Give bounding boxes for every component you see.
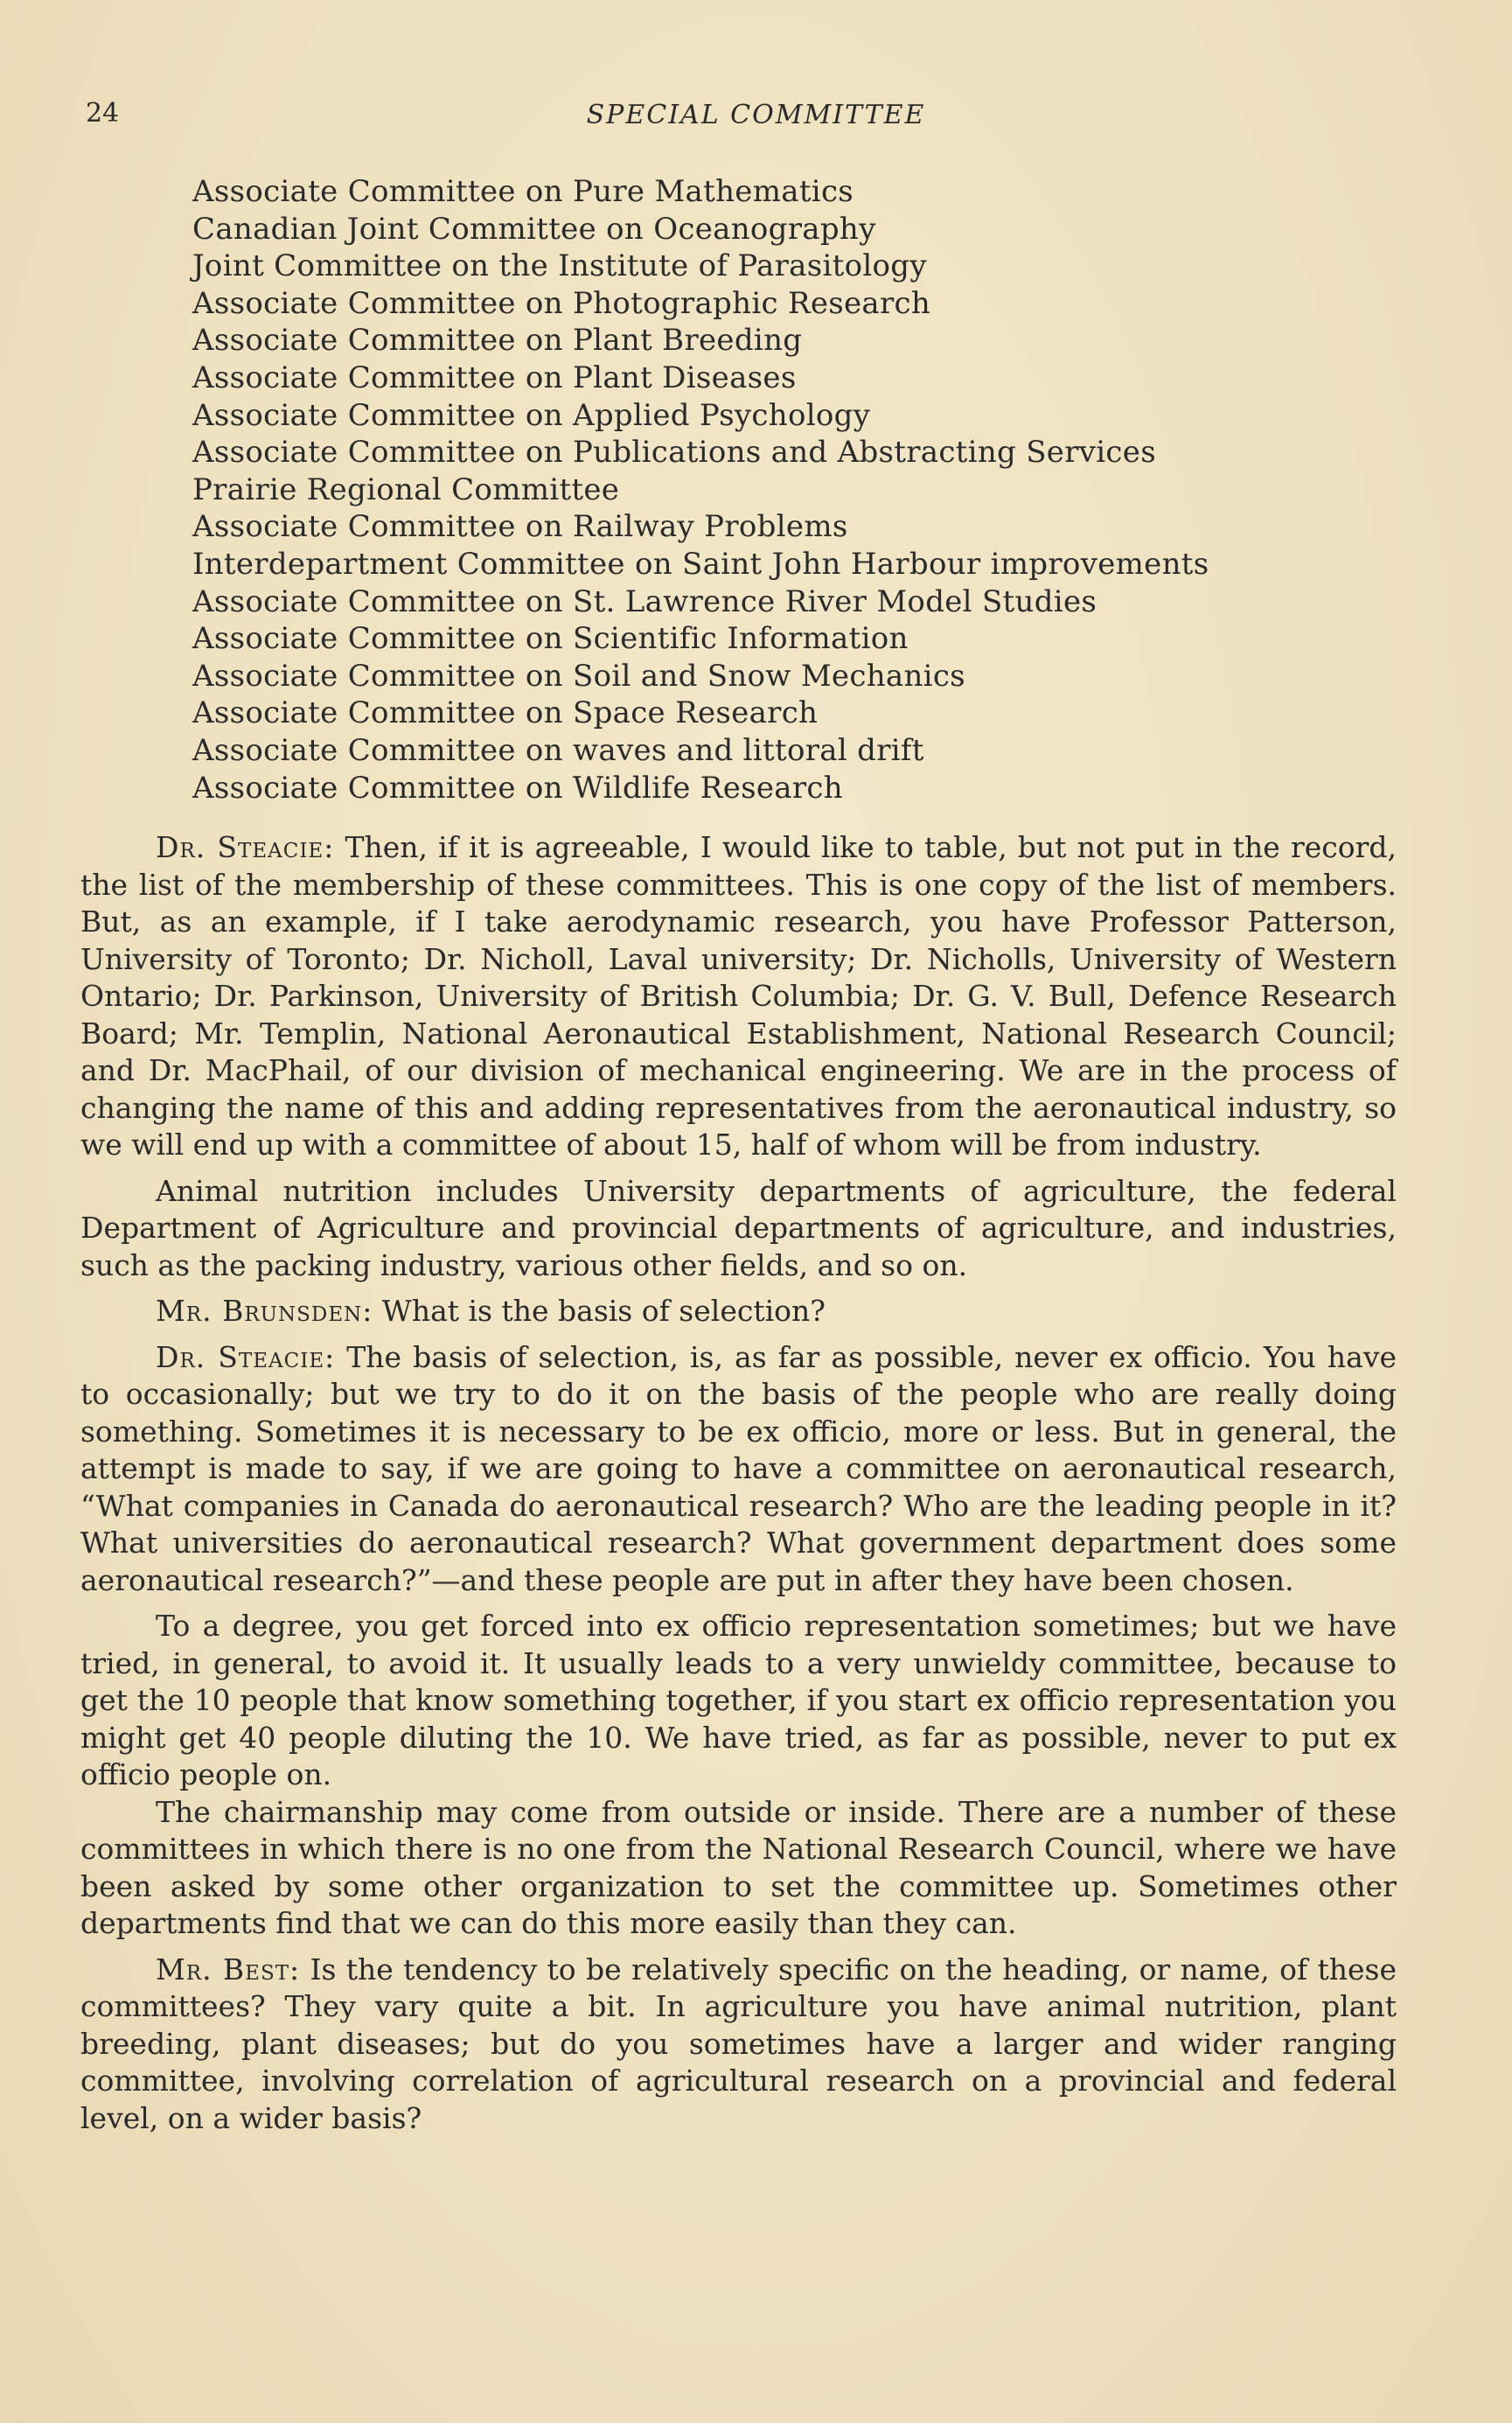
- committee-item: Associate Committee on Space Research: [192, 695, 819, 731]
- paragraph-text: Animal nutrition includes University departments of agriculture, the federal Department of Agriculture and provincial departments of agriculture, and industries, such as the packing industry, various other fields, and so on.: [80, 1173, 1397, 1282]
- committee-item: Canadian Joint Committee on Oceanography: [192, 211, 876, 247]
- paragraph-text: To a degree, you get forced into ex officio representation sometimes; but we have tried, in general, to avoid it. It usually leads to a very unwieldy committee, because to get the 10 people that know something together, if you start ex officio representation you might get 40 people diluting the 10. We have tried, as far as possible, never to put ex officio people on.: [80, 1609, 1397, 1791]
- committee-item: Associate Committee on Photographic Research: [192, 285, 931, 321]
- committee-list: [192, 173, 1209, 807]
- committee-item: Associate Committee on Wildlife Research: [192, 770, 843, 806]
- transcript-paragraph: [80, 1293, 1397, 1330]
- paragraph-text: The basis of selection, is, as far as possible, never ex officio. You have to occasionally; but we try to do it on the basis of the people who are really doing something. Sometimes it is necessary to be ex officio, more or less. But in general, the attempt is made to say, if we are going to have a committee on aeronautical research, “What companies in Canada do aeronautical research? Who are the leading people in it? What universities do aeronautical research? What government department does some aeronautical research?”—and these people are put in after they have been chosen.: [80, 1339, 1397, 1597]
- committee-item: Joint Committee on the Institute of Parasitology: [192, 248, 927, 284]
- committee-item: Associate Committee on Plant Diseases: [192, 360, 797, 395]
- committee-item: Interdepartment Committee on Saint John Harbour improvements: [192, 546, 1209, 582]
- running-title: SPECIAL COMMITTEE: [586, 100, 926, 130]
- speaker-name: Dr. Steacie:: [156, 830, 335, 864]
- committee-item: Prairie Regional Committee: [192, 471, 620, 507]
- transcript-paragraph: [80, 829, 1397, 1164]
- committee-item: Associate Committee on Soil and Snow Mechanics: [192, 658, 965, 694]
- speaker-name: Dr. Steacie:: [156, 1339, 336, 1374]
- transcript-paragraph: [80, 1339, 1397, 1600]
- page-header: [0, 98, 1512, 142]
- speaker-name: Mr. Brunsden:: [156, 1294, 373, 1328]
- paragraph-text: The chairmanship may come from outside or inside. There are a number of these committees in which there is no one from the National Research Council, where we have been asked by some other organization to set the committee up. Sometimes other departments find that we can do this more easily than they can.: [80, 1794, 1397, 1940]
- committee-item: Associate Committee on waves and littoral drift: [192, 732, 924, 768]
- page-number: 24: [86, 98, 120, 129]
- committee-item: Associate Committee on Scientific Information: [192, 621, 909, 657]
- paragraph-text: What is the basis of selection?: [381, 1294, 826, 1328]
- committee-item: Associate Committee on Railway Problems: [192, 509, 848, 545]
- committee-item: Associate Committee on St. Lawrence River Model Studies: [192, 583, 1097, 619]
- transcript-paragraph: [80, 1794, 1397, 1943]
- committee-item: Associate Committee on Pure Mathematics: [192, 174, 854, 209]
- transcript-paragraph: [80, 1952, 1397, 2138]
- committee-item: Associate Committee on Publications and Abstracting Services: [192, 435, 1156, 471]
- transcript-body: [80, 829, 1397, 2146]
- transcript-paragraph: [80, 1173, 1397, 1285]
- transcript-paragraph: [80, 1608, 1397, 1794]
- speaker-name: Mr. Best:: [156, 1952, 301, 1987]
- paragraph-text: Then, if it is agreeable, I would like to table, but not put in the record, the list of the membership of these committees. This is one copy of the list of members. But, as an example, if I take aerodynamic research, you have Professor Patterson, University of Toronto; Dr. Nicholl, Laval university; Dr. Nicholls, University of Western Ontario; Dr. Parkinson, University of British Columbia; Dr. G. V. Bull, Defence Research Board; Mr. Templin, National Aeronautical Establishment, National Research Council; and Dr. MacPhail, of our division of mechanical engineering. We are in the process of changing the name of this and adding representatives from the aeronautical industry, so we will end up with a committee of about 15, half of whom will be from industry.: [80, 830, 1397, 1162]
- committee-item: Associate Committee on Applied Psychology: [192, 397, 871, 433]
- paragraph-text: Is the tendency to be relatively specific on the heading, or name, of these committees? They vary quite a bit. In agriculture you have animal nutrition, plant breeding, plant diseases; but do you sometimes have a larger and wider ranging committee, involving correlation of agricultural research on a provincial and federal level, on a wider basis?: [80, 1952, 1397, 2135]
- committee-item: Associate Committee on Plant Breeding: [192, 323, 803, 359]
